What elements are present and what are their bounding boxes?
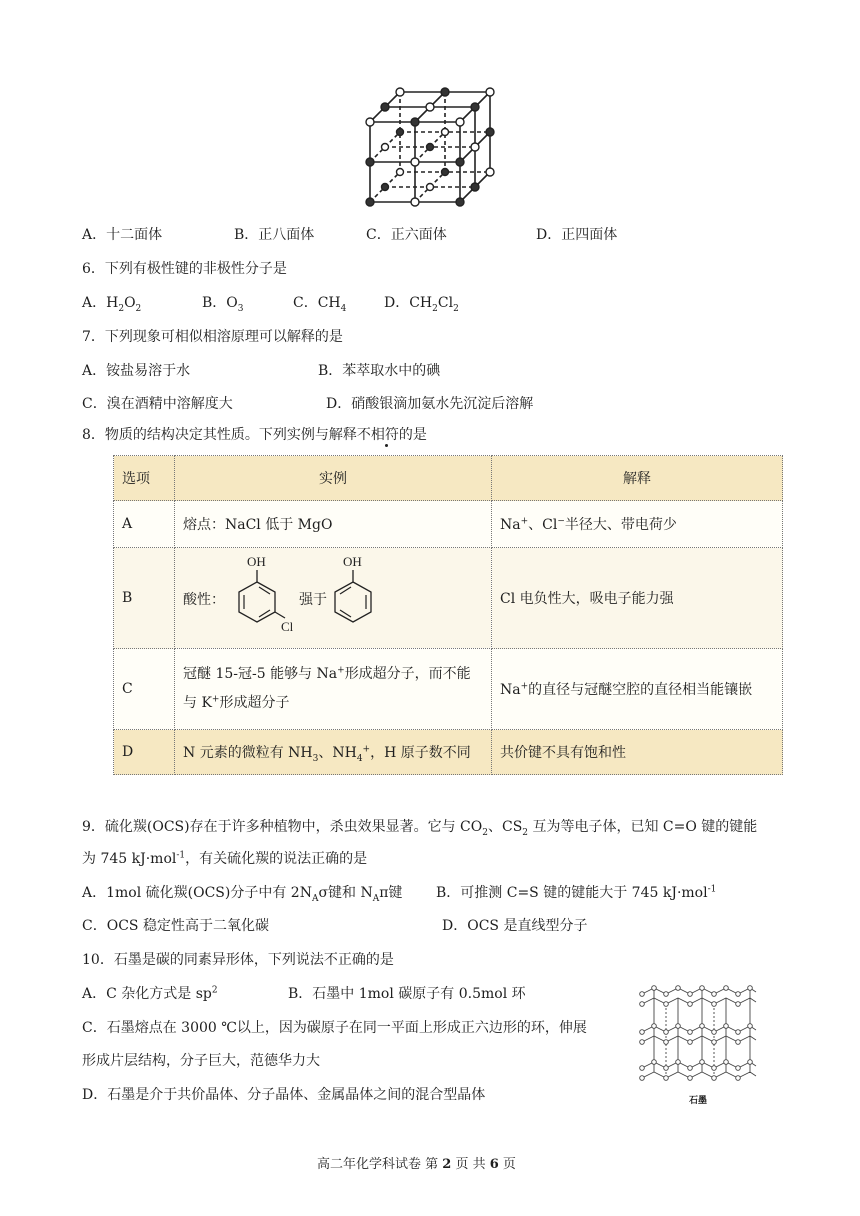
header-example: 实例 — [175, 456, 492, 501]
row-c-option: C — [114, 649, 175, 730]
q10-option-a: A．C 杂化方式是 $sp^2$ — [82, 985, 218, 1002]
3-chlorophenol-structure — [231, 552, 301, 644]
q6-option-d: D．$CH_2Cl_2$ — [384, 295, 459, 314]
q7-option-d: D．硝酸银滴加氨水先沉淀后溶解 — [326, 396, 534, 412]
table-row — [114, 501, 783, 548]
table-row — [114, 649, 783, 730]
phenol-structure — [327, 552, 387, 644]
q6-option-a: A．$H_2O_2$ — [82, 295, 142, 314]
q7-option-a: A．铵盐易溶于水 — [82, 363, 191, 379]
row-b-option: B — [114, 548, 175, 649]
emphasis-dot-mark — [385, 444, 388, 447]
q9-option-a: A．1mol 硫化羰(OCS)分子中有 $2N_A\sigma$键和 $N_A\pi$键 — [82, 885, 403, 904]
crystal-lattice-figure — [360, 82, 500, 212]
table-header-row — [114, 456, 783, 501]
svg-text:OH: OH — [343, 554, 362, 569]
header-option: 选项 — [114, 456, 175, 501]
graphite-structure-figure — [636, 982, 762, 1086]
table-row — [114, 548, 783, 649]
row-c-explanation: Na+的直径与冠醚空腔的直径相当能镶嵌 — [492, 649, 783, 730]
row-a-example: 熔点：NaCl 低于 MgO — [175, 501, 492, 548]
q7-option-c: C．溴在酒精中溶解度大 — [82, 396, 233, 412]
emphasis-dot: 不 — [356, 427, 371, 443]
q5-option-c: C．正六面体 — [366, 227, 447, 243]
row-d-explanation: 共价键不具有饱和性 — [492, 730, 783, 775]
graphite-caption: 石墨 — [689, 1096, 708, 1106]
row-c-example: 冠醚 15-冠-5 能够与 Na+形成超分子，而不能 与 K+形成超分子 — [175, 649, 492, 730]
svg-text:Cl: Cl — [281, 619, 294, 634]
q9-option-d: D．OCS 是直线型分子 — [442, 918, 588, 934]
row-b-explanation: Cl 电负性大，吸电子能力强 — [492, 548, 783, 649]
q5-option-b: B．正八面体 — [234, 227, 315, 243]
q10-stem: 10．石墨是碳的同素异形体，下列说法不正确的是 — [82, 952, 394, 968]
q9-stem-line1: 9．硫化羰(OCS)存在于许多种植物中，杀虫效果显著。它与 $CO_2$、$CS_2$ 互为等电子体，已知 C=O 键的键能 — [82, 819, 758, 838]
q5-option-d: D．正四面体 — [536, 227, 618, 243]
q5-option-a: A．十二面体 — [82, 227, 163, 243]
page-footer: 高二年化学科试卷 第 2 页 共 6 页 — [317, 1157, 516, 1172]
q10-option-c-line2: 形成片层结构，分子巨大，范德华力大 — [82, 1053, 320, 1069]
q6-option-b: B．$O_3$ — [202, 295, 244, 314]
q7-stem: 7．下列现象可相似相溶原理可以解释的是 — [82, 329, 343, 345]
row-a-explanation: Na+、Cl−半径大、带电荷少 — [492, 501, 783, 548]
q8-table — [113, 455, 783, 775]
q6-option-c: C．$CH_4$ — [293, 295, 347, 314]
q8-stem: 8．物质的结构决定其性质。下列实例与解释不相符的是 — [82, 427, 427, 443]
q9-option-b: B．可推测 C=S 键的键能大于 745 kJ·mol$^{-1}$ — [436, 884, 717, 901]
header-explanation: 解释 — [492, 456, 783, 501]
q9-stem-line2: 为 745 kJ·mol$^{-1}$，有关硫化羰的说法正确的是 — [82, 850, 368, 867]
row-b-example: 酸性： OH Cl 强于 OH — [175, 548, 492, 649]
q7-option-b: B．苯萃取水中的碘 — [318, 363, 441, 379]
svg-text:OH: OH — [247, 554, 266, 569]
row-d-example: N 元素的微粒有 $NH_3$、$NH_4^+$，H 原子数不同 — [175, 730, 492, 775]
table-row — [114, 730, 783, 775]
row-a-option: A — [114, 501, 175, 548]
q10-option-d: D．石墨是介于共价晶体、分子晶体、金属晶体之间的混合型晶体 — [82, 1087, 486, 1103]
q10-option-b: B．石墨中 1mol 碳原子有 0.5mol 环 — [288, 986, 526, 1002]
q10-option-c-line1: C．石墨熔点在 3000 ℃以上，因为碳原子在同一平面上形成正六边形的环，伸展 — [82, 1020, 587, 1036]
q6-stem: 6．下列有极性键的非极性分子是 — [82, 261, 287, 277]
q9-option-c: C．OCS 稳定性高于二氧化碳 — [82, 918, 269, 934]
row-d-option: D — [114, 730, 175, 775]
